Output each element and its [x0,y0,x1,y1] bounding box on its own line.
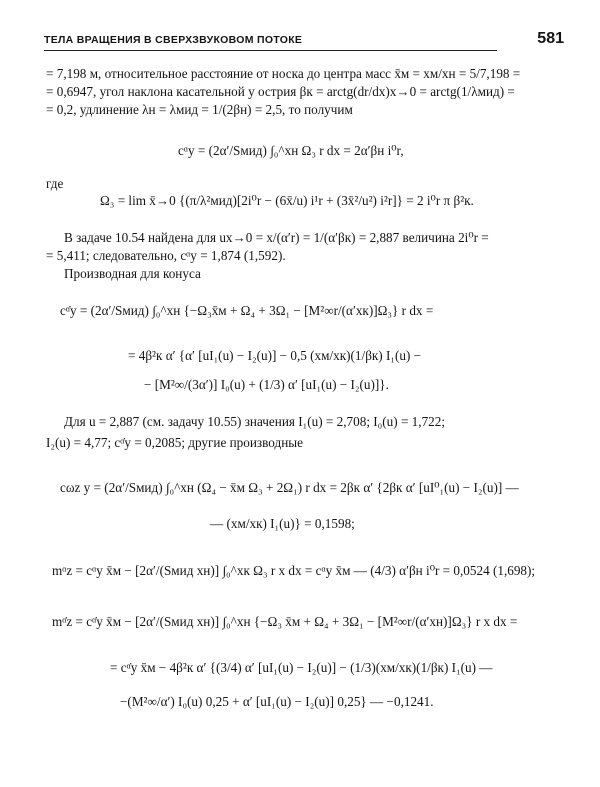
text-line: = 7,198 м, относительное расстояние от носка до центра масс x̄м = xм/xн = 5/7,198 = [46,66,521,81]
text-line: = 0,2, удлинение λн = λмид = 1/(2βн) = 2,5, то получим [46,102,353,117]
equation-line: mᵅ̇z = cᵅ̇y x̄м − [2α′/(Sмид xн)] ∫₀^xн {−Ω₃ x̄м + Ω₄ + 3Ω₁ − [M²∞r/(α′xн)]Ω₃} r x dx = [52,614,518,629]
text-line: Для u = 2,887 (см. задачу 10.55) значения I₁(u) = 2,708; I₀(u) = 1,722; [64,414,446,429]
running-title: ТЕЛА ВРАЩЕНИЯ В СВЕРХЗВУКОВОМ ПОТОКЕ [44,34,303,46]
equation-line: Ω₃ = lim x̄→0 {(π/λ²мид)[2i⁰r − (6x̄/u) i¹r + (3x̄²/u²) i²r]} = 2 i⁰r π β²к. [100,193,474,208]
text-line: I₂(u) = 4,77; cᵅ̇y = 0,2085; другие производные [46,435,303,450]
equation-line: cᵅ̇y = (2α′/Sмид) ∫₀^xн {−Ω₃x̄м + Ω₄ + 3Ω₁ − [M²∞r/(α′xк)]Ω₃} r dx = [60,303,434,318]
equation-line: cωz y = (2α′/Sмид) ∫₀^xн (Ω₄ − x̄м Ω₃ + 2Ω₁) r dx = 2βк α′ {2βк α′ [uI⁰₁(u) − I₂(u)] — [60,480,519,495]
equation-line: mᵅz = cᵅy x̄м − [2α′/(Sмид xн)] ∫₀^xк Ω₃ r x dx = cᵅy x̄м — (4/3) α′βн i⁰r = 0,0524 (1,698); [52,563,536,578]
text-line: Производная для конуса [64,266,201,281]
text-line: = 5,411; следовательно, cᵅy = 1,874 (1,592). [46,248,286,263]
equation-line: cᵅy = (2α′/Sмид) ∫₀^xн Ω₃ r dx = 2α′βн i⁰r, [178,143,404,158]
text-line: = 0,6947, угол наклона касательной у острия βк = arctg(dr/dx)x→0 = arctg(1/λмид) = [46,84,515,99]
equation-line: = cᵅ̇y x̄м − 4β²к α′ {(3/4) α′ [uI₁(u) − I₂(u)] − (1/3)(xм/xк)(1/βк) I₁(u) — [110,660,493,675]
equation-line: — (xм/xк) I₁(u)} = 0,1598; [210,516,355,531]
text-line: В задаче 10.54 найдена для ux→0 = x/(α′r) = 1/(α′βк) = 2,887 величина 2i⁰r = [64,230,489,245]
equation-line: = 4β²к α′ {α′ [uI₁(u) − I₂(u)] − 0,5 (xм/xк)(1/βк) I₁(u) − [128,348,422,363]
text-line: где [46,176,64,191]
header-rule [44,50,497,51]
equation-line: − [M²∞/(3α′)] I₀(u) + (1/3) α′ [uI₁(u) − I₂(u)]}. [144,377,389,392]
equation-line: −(M²∞/α′) I₀(u) 0,25 + α′ [uI₁(u) − I₂(u)] 0,25} — −0,1241. [120,694,434,709]
page-number: 581 [537,30,564,47]
running-head [44,32,564,52]
